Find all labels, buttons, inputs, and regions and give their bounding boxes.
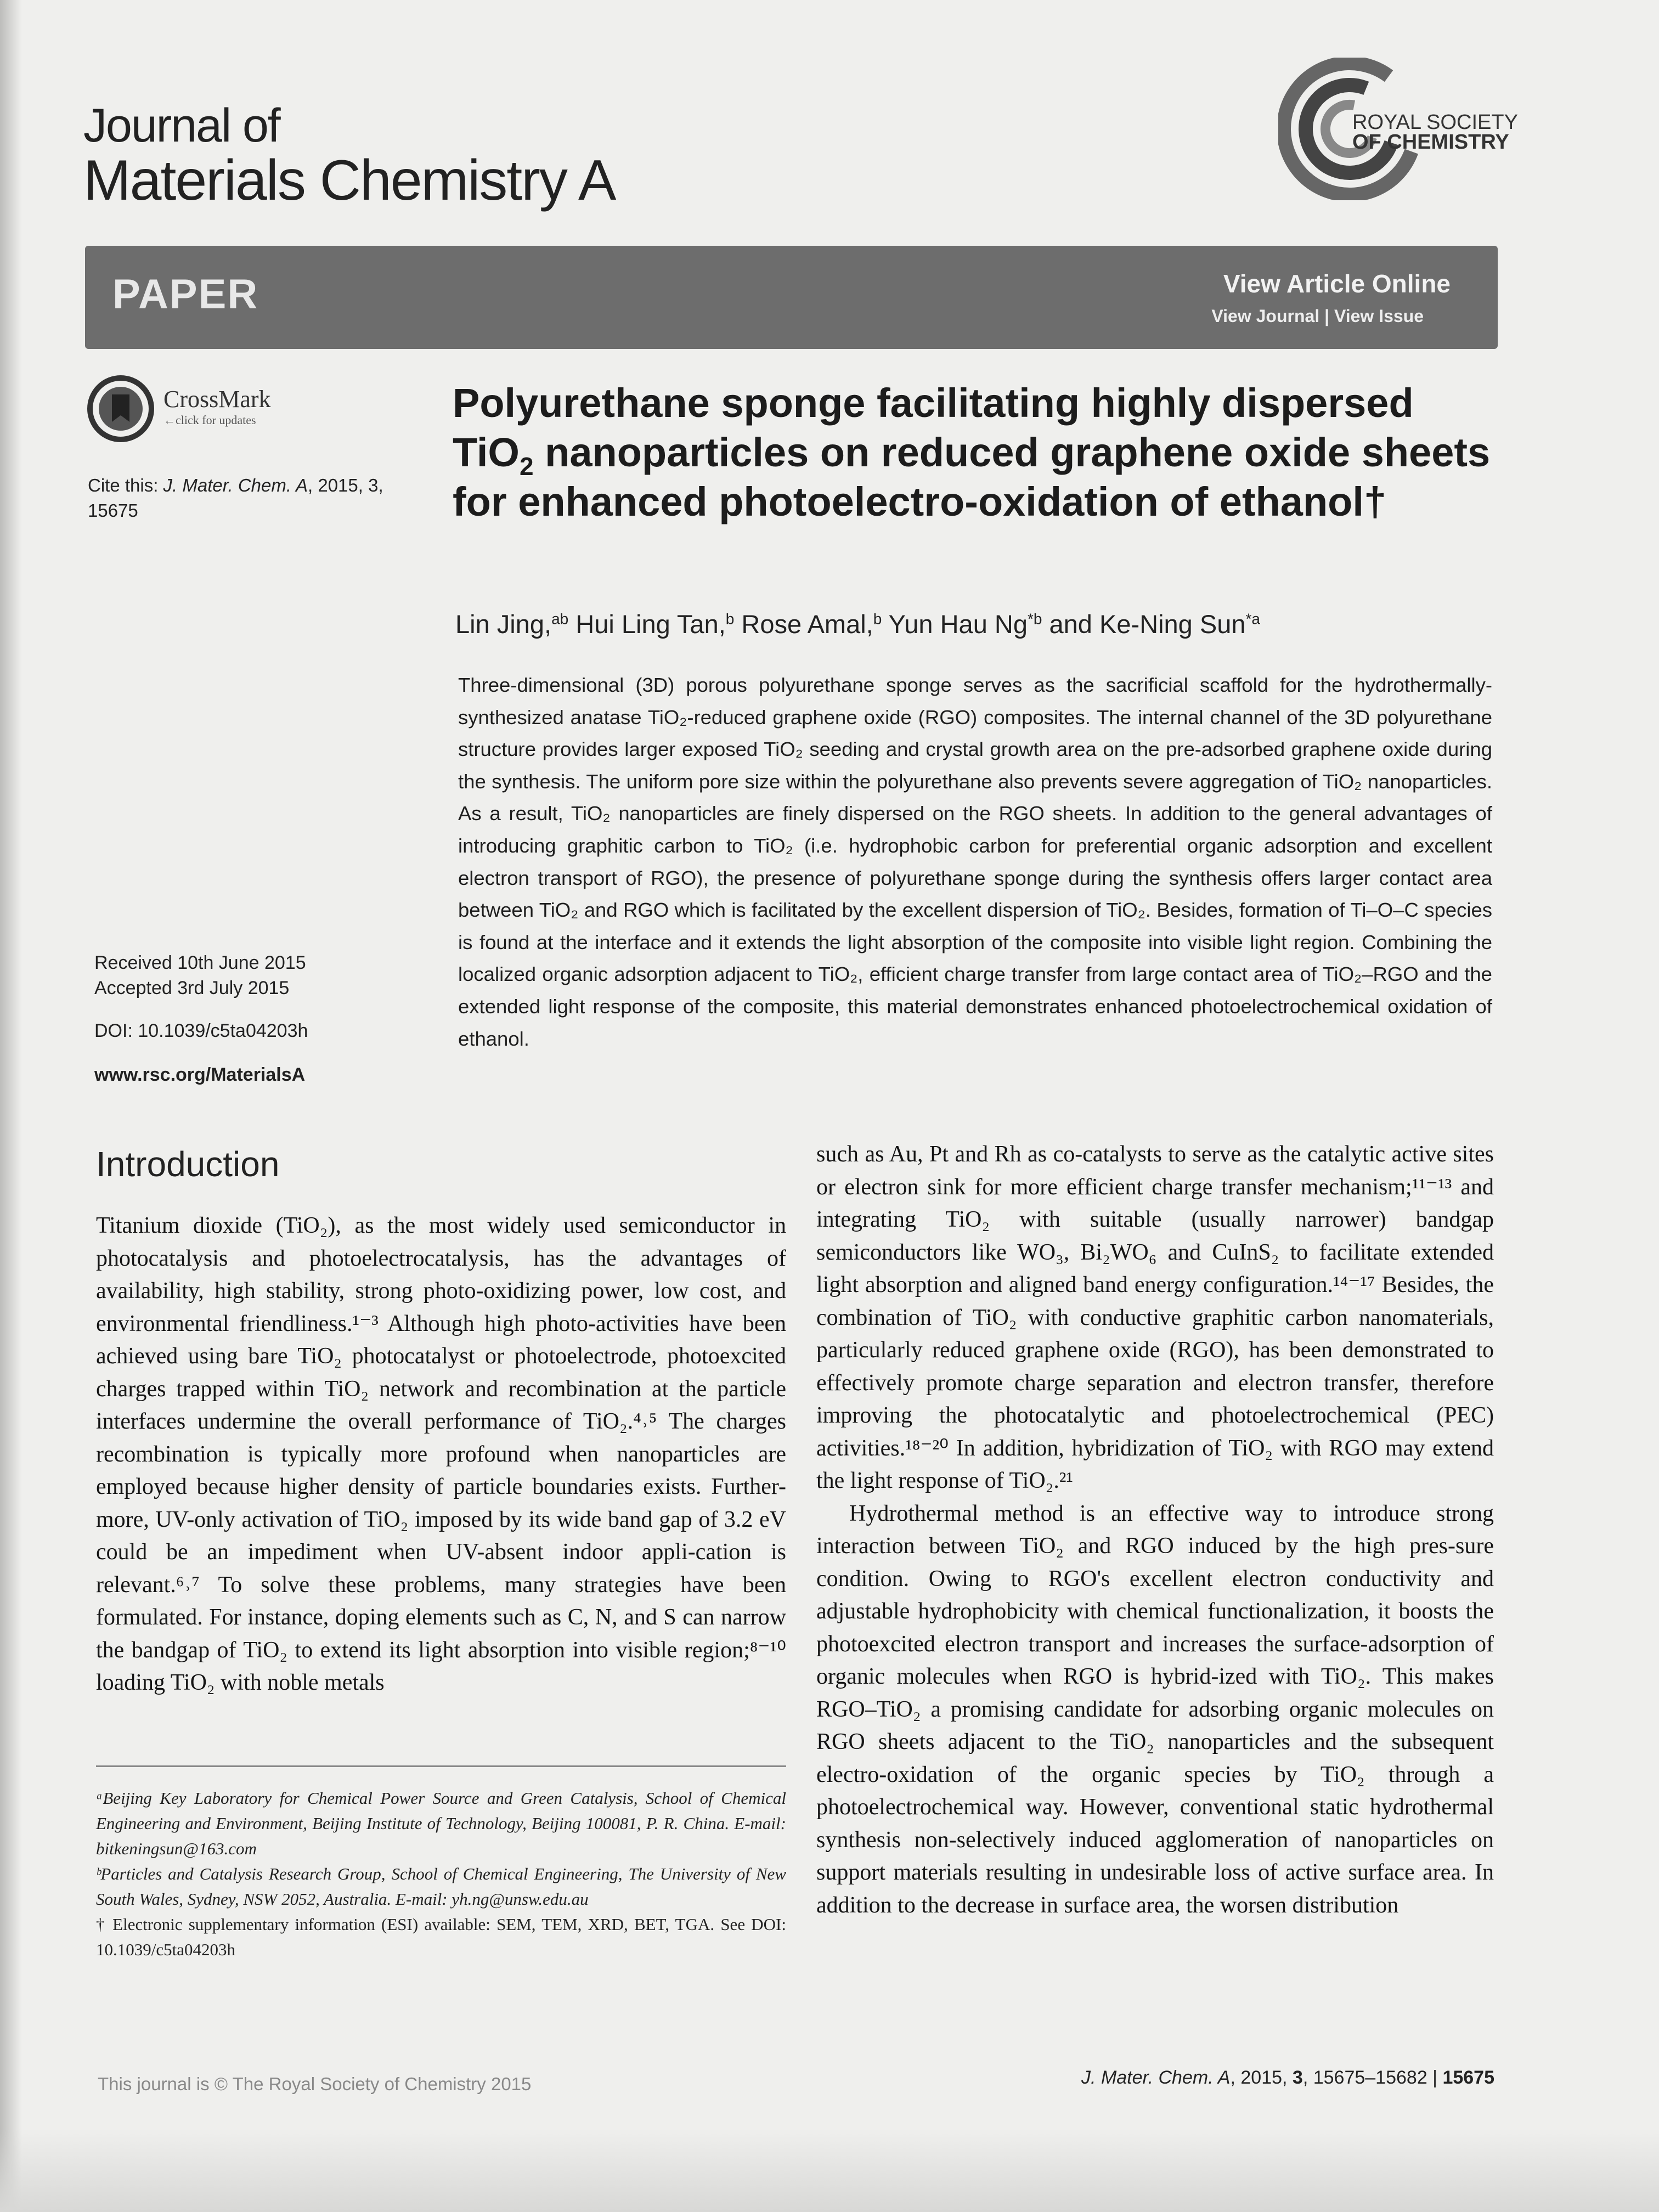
publisher-line2: OF CHEMISTRY: [1352, 131, 1509, 154]
title-part1: Polyurethane sponge facilitating highly dispersed TiO: [453, 380, 1414, 475]
footnotes: [96, 1786, 786, 1962]
citation: [88, 473, 417, 523]
view-journal-link[interactable]: View Journal: [1211, 306, 1320, 326]
author-affiliation: b: [725, 610, 735, 628]
crossmark-icon[interactable]: [87, 375, 155, 443]
footnote-esi: † Electronic supplementary information (ESI) available: SEM, TEM, XRD, BET, TGA. See DOI: 10.1039/c5ta04203h: [96, 1915, 786, 1959]
section-heading-introduction: Introduction: [96, 1144, 280, 1184]
author-list: [455, 609, 1260, 639]
body-column-left: [96, 1210, 786, 1700]
footer-year: , 2015,: [1230, 2067, 1293, 2088]
footer-journal: J. Mater. Chem. A: [1081, 2067, 1231, 2088]
title-subscript: 2: [519, 452, 534, 481]
journal-title-line1: Journal of: [83, 99, 280, 152]
accepted-date: Accepted 3rd July 2015: [94, 978, 290, 998]
banner-links: [1211, 306, 1424, 326]
photo-edge-shadow: [0, 0, 22, 2212]
author-name: Lin Jing,: [455, 610, 552, 639]
cite-details: , 2015, 3, 15675: [88, 475, 383, 521]
page-footer: [1081, 2067, 1494, 2089]
author-affiliation: *b: [1027, 610, 1042, 628]
cite-journal: J. Mater. Chem. A: [163, 475, 308, 495]
article-banner: [85, 246, 1498, 349]
author-name: Hui Ling Tan,: [568, 610, 726, 639]
cite-label: Cite this:: [88, 475, 163, 495]
link-separator: |: [1319, 306, 1334, 326]
doi[interactable]: DOI: 10.1039/c5ta04203h: [94, 1020, 308, 1041]
footer-volume: 3: [1292, 2067, 1303, 2088]
author-affiliation: *a: [1245, 610, 1260, 628]
body-paragraph: such as Au, Pt and Rh as co-catalysts to serve as the catalytic active sites or electron sink for more efficient charge transfer mechanism;¹¹⁻¹³ and integrating TiO₂ with suitable (usually narrower) bandgap semiconductors like WO₃, Bi₂WO₆ and CuInS₂ to facilitate extended light absorption and aligned band energy configuration.¹⁴⁻¹⁷ Besides, the combination of TiO₂ with conductive graphitic carbon nanomaterials, particularly reduced graphene oxide (RGO), has been demonstrated to effectively promote charge separation and electron transfer, therefore improving the photocatalytic and photoelectrochemical (PEC) activities.¹⁸⁻²⁰ In addition, hybridization of TiO₂ with RGO may extend the light response of TiO₂.²¹: [816, 1142, 1494, 1493]
photo-bottom-shadow: [0, 2129, 1659, 2212]
body-paragraph: Hydrothermal method is an effective way to introduce strong interaction between TiO₂ and RGO induced by the high pres-sure condition. Owing to RGO's excellent electron conductivity and adjustable hydrophobicity with chemical functionalization, it boosts the photoexcited electron transport and increases the surface-adsorption of organic molecules when RGO is hybrid-ized with TiO₂. This makes RGO–TiO₂ a promising candidate for adsorbing organic molecules on RGO sheets adjacent to the TiO₂ nanoparticles and the subsequent electro-oxidation of the organic species by TiO₂ through a photoelectrochemical way. However, conventional static hydrothermal synthesis non-selectively induced agglomeration of nanoparticles on support materials resulting in undesirable loss of active surface area. In addition to the decrease in surface area, the worsen distribution: [816, 1500, 1494, 1918]
publisher-name: [1352, 112, 1518, 152]
crossmark-title[interactable]: CrossMark: [163, 386, 271, 413]
footnote-affiliation-b-text: ᵇParticles and Catalysis Research Group, School of Chemical Engineering, The University of New South Wales, Sydney, NSW 2052, Australia. E-mail: yh.ng@unsw.edu.au: [96, 1864, 786, 1909]
received-date: Received 10th June 2015: [94, 952, 306, 973]
article-type-label: PAPER: [112, 271, 259, 318]
publisher-line1: ROYAL SOCIETY: [1352, 111, 1518, 134]
footnote-divider: [96, 1765, 786, 1767]
article-title: [453, 379, 1495, 527]
title-part2: nanoparticles on reduced graphene oxide sheets for enhanced photoelectro-oxidation of ethanol†: [453, 430, 1491, 524]
author-name: Rose Amal,: [734, 610, 873, 639]
journal-website-link[interactable]: www.rsc.org/MaterialsA: [94, 1064, 306, 1085]
crossmark-subtitle[interactable]: ←click for updates: [163, 413, 256, 427]
page-number: 15675: [1442, 2067, 1494, 2088]
footnote-affiliation-a-text: ᵃBeijing Key Laboratory for Chemical Power Source and Green Catalysis, School of Chemical Engineering and Environment, Beijing Institute of Technology, Beijing 100081, P. R. China. E-mail: bitkeningsun@163.com: [96, 1788, 786, 1858]
journal-title-line2: Materials Chemistry A: [83, 149, 616, 212]
body-column-right: [816, 1138, 1494, 1922]
footer-pages: , 15675–15682 |: [1302, 2067, 1443, 2088]
view-issue-link[interactable]: View Issue: [1334, 306, 1424, 326]
abstract-text: Three-dimensional (3D) porous polyurethane sponge serves as the sacrificial scaffold for the hydrothermally-synthesized anatase TiO₂-reduced graphene oxide (RGO) composites. The internal channel of the 3D polyurethane structure provides larger exposed TiO₂ seeding and crystal growth area on the pre-adsorbed graphene oxide during the synthesis. The uniform pore size within the polyurethane also prevents severe aggregation of TiO₂ nanoparticles. As a result, TiO₂ nanoparticles are finely dispersed on the RGO sheets. In addition to the general advantages of introducing graphitic carbon to TiO₂ (i.e. hydrophobic carbon for preferential organic adsorption and excellent electron transport of RGO), the presence of polyurethane sponge during the synthesis offers larger contact area between TiO₂ and RGO which is facilitated by the excellent dispersion of TiO₂. Besides, formation of Ti–O–C species is found at the interface and it extends the light absorption of the composite into visible light region. Combining the localized organic adsorption adjacent to TiO₂, efficient charge transfer from large contact area of TiO₂–RGO and the extended light response of the composite, this material demonstrates enhanced photoelectrochemical oxidation of ethanol.: [458, 674, 1492, 1050]
author-affiliation: ab: [551, 610, 569, 628]
author-name: and Ke-Ning Sun: [1042, 610, 1246, 639]
footnote-affiliation-a: [96, 1786, 786, 1861]
body-paragraph: Titanium dioxide (TiO₂), as the most widely used semiconductor in photocatalysis and photoelectrocatalysis, has the advantages of availability, high stability, strong photo-oxidizing power, low cost, and environmental friendliness.¹⁻³ Although high photo-activities have been achieved using bare TiO₂ photocatalyst or photoelectrode, photoexcited charges trapped within TiO₂ network and recombination at the particle interfaces undermine the overall performance of TiO₂.⁴˒⁵ The charges recombination is typically more profound when nanoparticles are employed because higher density of particle boundaries exists. Further-more, UV-only activation of TiO₂ imposed by its wide band gap of 3.2 eV could be an impediment when UV-absent indoor appli-cation is relevant.⁶˒⁷ To solve these problems, many strategies have been formulated. For instance, doping elements such as C, N, and S can narrow the bandgap of TiO₂ to extend its light absorption into visible region;⁸⁻¹⁰ loading TiO₂ with noble metals: [96, 1213, 786, 1695]
abstract: [458, 669, 1492, 1055]
author-name: Yun Hau Ng: [882, 610, 1028, 639]
view-article-online-link[interactable]: View Article Online: [1223, 269, 1451, 298]
footnote-affiliation-b: [96, 1861, 786, 1912]
author-affiliation: b: [873, 610, 882, 628]
copyright-footer: This journal is © The Royal Society of Chemistry 2015: [98, 2074, 532, 2094]
